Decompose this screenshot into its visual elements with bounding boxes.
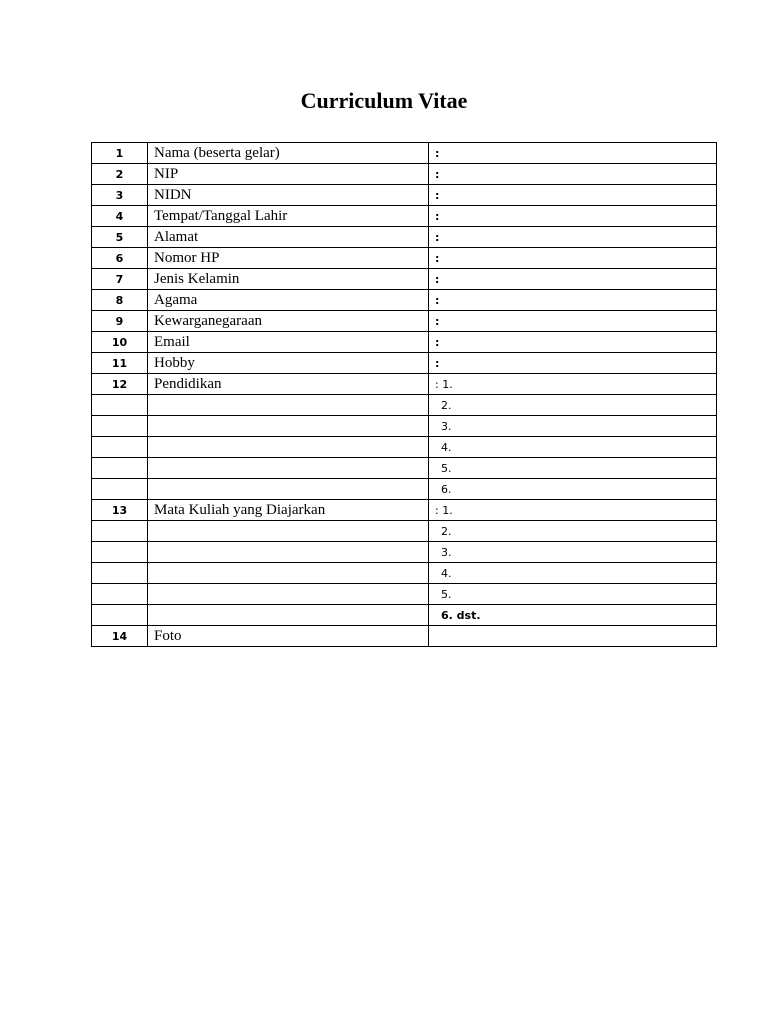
row-number (92, 395, 148, 416)
field-value: : 1. (429, 374, 717, 395)
table-row (92, 269, 717, 290)
field-label: Nama (beserta gelar) (148, 143, 429, 164)
field-label: Email (148, 332, 429, 353)
field-value: 3. (429, 542, 717, 563)
field-value: 5. (429, 458, 717, 479)
field-value: : (429, 269, 717, 290)
field-value: : (429, 311, 717, 332)
table-row (92, 395, 717, 416)
field-label: Jenis Kelamin (148, 269, 429, 290)
field-value: : (429, 353, 717, 374)
field-label (148, 521, 429, 542)
row-number: 4 (92, 206, 148, 227)
table-row (92, 416, 717, 437)
row-number (92, 542, 148, 563)
field-label: Alamat (148, 227, 429, 248)
table-row (92, 521, 717, 542)
photo-cell (429, 626, 717, 647)
field-value: : (429, 227, 717, 248)
row-number: 5 (92, 227, 148, 248)
table-row (92, 290, 717, 311)
table-row (92, 542, 717, 563)
table-row (92, 626, 717, 647)
table-row (92, 227, 717, 248)
row-number (92, 605, 148, 626)
table-row (92, 584, 717, 605)
row-number (92, 521, 148, 542)
field-value: : 1. (429, 500, 717, 521)
row-number: 1 (92, 143, 148, 164)
table-row (92, 143, 717, 164)
field-value: 5. (429, 584, 717, 605)
row-number (92, 584, 148, 605)
field-value: 2. (429, 395, 717, 416)
field-label: Hobby (148, 353, 429, 374)
field-value: : (429, 290, 717, 311)
field-label (148, 479, 429, 500)
row-number: 7 (92, 269, 148, 290)
cv-table (91, 142, 717, 647)
row-number (92, 563, 148, 584)
table-row (92, 605, 717, 626)
field-label: Agama (148, 290, 429, 311)
row-number: 3 (92, 185, 148, 206)
field-label: NIP (148, 164, 429, 185)
field-label (148, 605, 429, 626)
field-label (148, 584, 429, 605)
table-row (92, 374, 717, 395)
table-row (92, 164, 717, 185)
row-number: 6 (92, 248, 148, 269)
field-label: Kewarganegaraan (148, 311, 429, 332)
field-label (148, 416, 429, 437)
table-row (92, 248, 717, 269)
row-number: 14 (92, 626, 148, 647)
field-value: 6. dst. (429, 605, 717, 626)
table-row (92, 353, 717, 374)
row-number: 12 (92, 374, 148, 395)
row-number: 9 (92, 311, 148, 332)
field-value: : (429, 206, 717, 227)
field-label (148, 458, 429, 479)
field-label: Mata Kuliah yang Diajarkan (148, 500, 429, 521)
row-number (92, 416, 148, 437)
row-number: 2 (92, 164, 148, 185)
table-row (92, 311, 717, 332)
row-number: 11 (92, 353, 148, 374)
table-row (92, 500, 717, 521)
field-value: 4. (429, 563, 717, 584)
field-label (148, 542, 429, 563)
row-number (92, 479, 148, 500)
table-row (92, 437, 717, 458)
document-title: Curriculum Vitae (300, 88, 468, 113)
field-value: 2. (429, 521, 717, 542)
row-number: 10 (92, 332, 148, 353)
table-row (92, 458, 717, 479)
row-number: 8 (92, 290, 148, 311)
table-row (92, 332, 717, 353)
table-row (92, 479, 717, 500)
field-label: NIDN (148, 185, 429, 206)
field-label: Tempat/Tanggal Lahir (148, 206, 429, 227)
field-value: : (429, 143, 717, 164)
field-label: Foto (148, 626, 429, 647)
field-label (148, 395, 429, 416)
row-number: 13 (92, 500, 148, 521)
field-label: Nomor HP (148, 248, 429, 269)
field-value: : (429, 164, 717, 185)
field-value: 6. (429, 479, 717, 500)
field-value: 3. (429, 416, 717, 437)
field-value: : (429, 185, 717, 206)
field-label (148, 437, 429, 458)
field-value: : (429, 248, 717, 269)
field-label: Pendidikan (148, 374, 429, 395)
row-number (92, 458, 148, 479)
row-number (92, 437, 148, 458)
table-row (92, 206, 717, 227)
field-value: 4. (429, 437, 717, 458)
field-label (148, 563, 429, 584)
field-value: : (429, 332, 717, 353)
table-row (92, 563, 717, 584)
table-row (92, 185, 717, 206)
